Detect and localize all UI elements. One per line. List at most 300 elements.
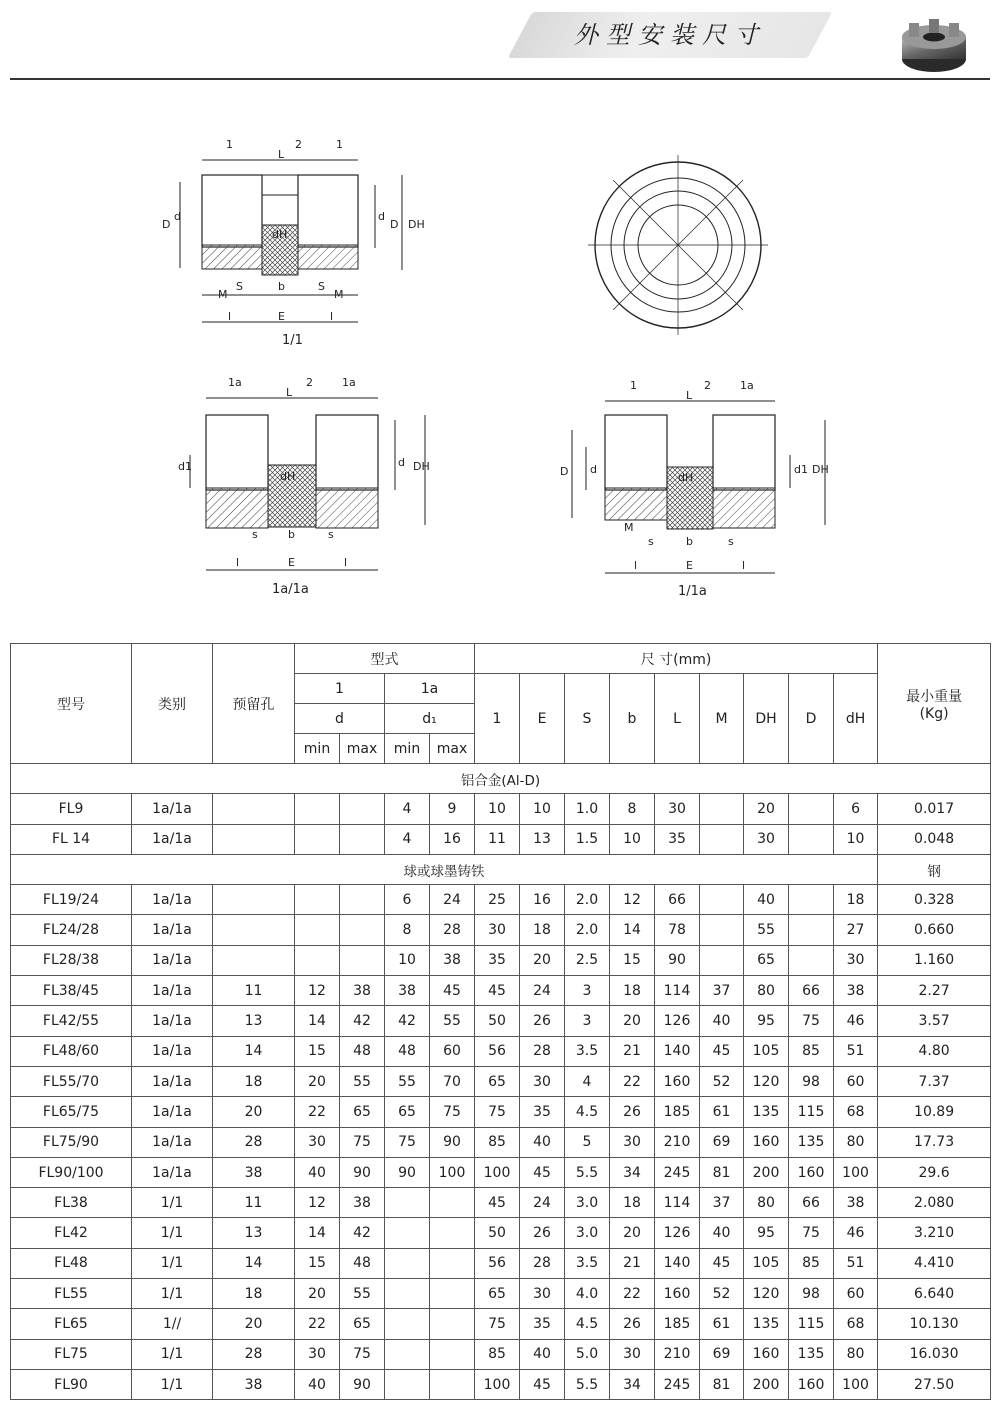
table-cell: 24 [520, 1188, 565, 1218]
table-cell: 1a/1a [132, 976, 213, 1006]
table-cell: FL65/75 [11, 1097, 132, 1127]
table-cell: 11 [213, 1188, 295, 1218]
table-cell: 21 [610, 1036, 655, 1066]
drawing-label: d1 [794, 463, 808, 476]
table-cell: 100 [475, 1157, 520, 1187]
col-header-max: max [430, 734, 475, 764]
table-cell: FL90 [11, 1369, 132, 1399]
table-cell: FL90/100 [11, 1157, 132, 1187]
table-cell: 37 [700, 976, 744, 1006]
table-cell: 2.5 [565, 945, 610, 975]
weight-header-line2: (Kg) [919, 705, 949, 722]
drawing-label: D [390, 218, 399, 231]
drawing-label: S [318, 280, 325, 293]
drawing-type-1-1a [550, 375, 840, 605]
drawing-label: d [398, 456, 405, 469]
table-cell: 50 [475, 1218, 520, 1248]
table-cell: 27.50 [878, 1369, 991, 1399]
table-cell: 11 [475, 824, 520, 854]
table-cell: 15 [295, 1036, 340, 1066]
table-cell: 10 [475, 794, 520, 824]
table-row [11, 915, 991, 945]
table-cell: 126 [655, 1218, 700, 1248]
drawing-label: 2 [704, 379, 711, 392]
table-cell: 60 [430, 1036, 475, 1066]
table-cell: 55 [340, 1279, 385, 1309]
table-cell [385, 1369, 430, 1399]
table-cell [385, 1188, 430, 1218]
table-cell: 51 [834, 1036, 878, 1066]
table-cell: 135 [789, 1339, 834, 1369]
col-header-dim-E: E [520, 674, 565, 764]
table-cell: 34 [610, 1369, 655, 1399]
table-cell: 69 [700, 1127, 744, 1157]
table-cell: 4 [565, 1066, 610, 1096]
drawing-label: 1 [630, 379, 637, 392]
table-cell [700, 945, 744, 975]
table-cell: 66 [789, 1188, 834, 1218]
table-row [11, 1097, 991, 1127]
table-cell: 0.017 [878, 794, 991, 824]
table-cell: 115 [789, 1097, 834, 1127]
drawing-caption: 1/1a [678, 584, 707, 599]
table-cell: 126 [655, 1006, 700, 1036]
table-cell: 185 [655, 1309, 700, 1339]
table-cell: 45 [520, 1157, 565, 1187]
drawing-label: b [278, 280, 285, 293]
col-header-d1: d₁ [385, 704, 475, 734]
table-cell: 81 [700, 1369, 744, 1399]
table-cell: 114 [655, 976, 700, 1006]
spec-table-body [11, 764, 991, 1400]
coupling-product-image [895, 15, 973, 75]
table-cell [340, 915, 385, 945]
drawing-label: M [218, 288, 228, 301]
table-cell: 30 [520, 1066, 565, 1096]
table-cell: 95 [744, 1006, 789, 1036]
table-cell: 50 [475, 1006, 520, 1036]
table-row [11, 1006, 991, 1036]
table-cell: 65 [340, 1097, 385, 1127]
table-cell: 0.048 [878, 824, 991, 854]
table-cell: 85 [789, 1248, 834, 1278]
table-cell [700, 824, 744, 854]
table-cell: 16.030 [878, 1339, 991, 1369]
table-cell [385, 1339, 430, 1369]
table-cell: 30 [834, 945, 878, 975]
table-cell: FL28/38 [11, 945, 132, 975]
table-cell: 75 [475, 1097, 520, 1127]
table-cell: 1.5 [565, 824, 610, 854]
table-cell: 1/1 [132, 1188, 213, 1218]
table-cell [430, 1339, 475, 1369]
section-label-steel: 钢 [878, 854, 991, 884]
table-cell [213, 945, 295, 975]
table-cell: 40 [520, 1339, 565, 1369]
table-cell: 245 [655, 1157, 700, 1187]
table-cell: 2.0 [565, 915, 610, 945]
table-cell: 22 [610, 1279, 655, 1309]
table-cell: 68 [834, 1309, 878, 1339]
table-cell: FL 14 [11, 824, 132, 854]
table-row [11, 976, 991, 1006]
table-cell [385, 1309, 430, 1339]
table-cell: 26 [520, 1218, 565, 1248]
table-cell: 55 [430, 1006, 475, 1036]
table-cell: 14 [610, 915, 655, 945]
col-header-d: d [295, 704, 385, 734]
table-cell [213, 915, 295, 945]
drawing-label: 1a [342, 376, 356, 389]
table-cell: 37 [700, 1188, 744, 1218]
table-cell: 75 [789, 1218, 834, 1248]
table-cell [430, 1218, 475, 1248]
drawing-label: S [236, 280, 243, 293]
table-cell: 35 [520, 1097, 565, 1127]
table-cell: 4.5 [565, 1097, 610, 1127]
table-cell: 30 [610, 1127, 655, 1157]
table-cell: 85 [789, 1036, 834, 1066]
table-cell: 10 [834, 824, 878, 854]
weight-header-line1: 最小重量 [906, 688, 963, 705]
table-cell: 5 [565, 1127, 610, 1157]
table-cell: 3.210 [878, 1218, 991, 1248]
table-cell: FL19/24 [11, 885, 132, 915]
table-row [11, 1369, 991, 1399]
table-row [11, 1339, 991, 1369]
table-cell: FL48/60 [11, 1036, 132, 1066]
table-cell: 38 [213, 1369, 295, 1399]
drawing-label: l [742, 559, 746, 572]
table-cell: 75 [430, 1097, 475, 1127]
table-cell: 4 [385, 824, 430, 854]
drawing-label: b [686, 535, 693, 548]
table-cell: 1a/1a [132, 824, 213, 854]
table-cell: 34 [610, 1157, 655, 1187]
col-header-form-1a: 1a [385, 674, 475, 704]
drawing-label: l [344, 556, 348, 569]
table-cell: 26 [610, 1309, 655, 1339]
table-cell: 61 [700, 1309, 744, 1339]
table-cell: 30 [520, 1279, 565, 1309]
table-cell: 140 [655, 1248, 700, 1278]
table-cell [295, 915, 340, 945]
table-cell: 210 [655, 1339, 700, 1369]
table-cell [295, 945, 340, 975]
table-cell: 1a/1a [132, 885, 213, 915]
table-cell: FL9 [11, 794, 132, 824]
table-cell: 90 [385, 1157, 430, 1187]
table-cell: 60 [834, 1066, 878, 1096]
table-cell: 35 [655, 824, 700, 854]
table-cell: 100 [834, 1369, 878, 1399]
table-cell: 70 [430, 1066, 475, 1096]
table-cell: 52 [700, 1279, 744, 1309]
table-cell: 22 [610, 1066, 655, 1096]
table-cell: 42 [385, 1006, 430, 1036]
table-cell: 55 [385, 1066, 430, 1096]
table-row [11, 1036, 991, 1066]
table-row [11, 1279, 991, 1309]
drawing-label: L [278, 148, 285, 161]
table-cell: 90 [340, 1157, 385, 1187]
section-row-iron [11, 854, 991, 884]
table-cell: 1/1 [132, 1369, 213, 1399]
table-cell [213, 824, 295, 854]
col-header-dim-L: L [655, 674, 700, 764]
table-cell: 8 [610, 794, 655, 824]
table-row [11, 885, 991, 915]
table-cell: 1a/1a [132, 1066, 213, 1096]
table-cell: 160 [655, 1279, 700, 1309]
table-row [11, 1066, 991, 1096]
table-cell: 12 [610, 885, 655, 915]
table-cell [789, 885, 834, 915]
table-cell: 40 [700, 1006, 744, 1036]
table-cell: 100 [430, 1157, 475, 1187]
table-cell: FL38/45 [11, 976, 132, 1006]
table-cell: 160 [744, 1339, 789, 1369]
section-row-aluminum [11, 764, 991, 794]
table-cell: 1.0 [565, 794, 610, 824]
table-cell: 200 [744, 1369, 789, 1399]
table-cell: 1// [132, 1309, 213, 1339]
table-cell: 28 [520, 1248, 565, 1278]
drawing-type-1a-1a [170, 370, 450, 600]
table-cell: 245 [655, 1369, 700, 1399]
table-cell: FL75 [11, 1339, 132, 1369]
table-row [11, 1157, 991, 1187]
table-cell: 20 [213, 1309, 295, 1339]
col-header-form: 型式 [295, 644, 475, 674]
table-cell: 10 [610, 824, 655, 854]
table-cell: 5.0 [565, 1339, 610, 1369]
table-cell: 114 [655, 1188, 700, 1218]
table-cell: 90 [430, 1127, 475, 1157]
table-cell [340, 885, 385, 915]
table-cell: 4 [385, 794, 430, 824]
table-cell: 4.5 [565, 1309, 610, 1339]
table-cell: 75 [475, 1309, 520, 1339]
table-cell: 45 [700, 1248, 744, 1278]
table-cell: 65 [475, 1066, 520, 1096]
table-cell: 10.130 [878, 1309, 991, 1339]
table-cell: 45 [430, 976, 475, 1006]
table-cell [213, 794, 295, 824]
table-cell: 14 [213, 1248, 295, 1278]
table-cell: 13 [213, 1218, 295, 1248]
table-cell: 3.57 [878, 1006, 991, 1036]
table-cell: 1/1 [132, 1339, 213, 1369]
table-cell: 13 [213, 1006, 295, 1036]
table-cell: FL55/70 [11, 1066, 132, 1096]
drawing-label: DH [413, 460, 430, 473]
table-cell: 42 [340, 1006, 385, 1036]
table-cell: 30 [610, 1339, 655, 1369]
drawing-label: l [634, 559, 638, 572]
table-cell: 6.640 [878, 1279, 991, 1309]
table-cell: 40 [295, 1369, 340, 1399]
table-cell: 65 [385, 1097, 430, 1127]
table-cell: 12 [295, 1188, 340, 1218]
table-cell: FL75/90 [11, 1127, 132, 1157]
drawing-label: DH [812, 463, 829, 476]
table-cell: 40 [520, 1127, 565, 1157]
table-cell: 80 [834, 1339, 878, 1369]
table-cell: 160 [789, 1369, 834, 1399]
table-cell [430, 1188, 475, 1218]
table-cell: 100 [475, 1369, 520, 1399]
table-cell: 4.410 [878, 1248, 991, 1278]
table-row [11, 1309, 991, 1339]
col-header-dimensions: 尺 寸(mm) [475, 644, 878, 674]
table-cell: 4.80 [878, 1036, 991, 1066]
table-cell [700, 885, 744, 915]
table-cell: 20 [744, 794, 789, 824]
table-cell: 26 [610, 1097, 655, 1127]
table-cell [430, 1369, 475, 1399]
table-cell [430, 1309, 475, 1339]
table-cell: 1a/1a [132, 1006, 213, 1036]
table-cell: 22 [295, 1309, 340, 1339]
table-cell: 1a/1a [132, 794, 213, 824]
table-cell [385, 1218, 430, 1248]
table-cell: 55 [340, 1066, 385, 1096]
table-cell: 45 [475, 1188, 520, 1218]
table-cell [295, 824, 340, 854]
table-cell: 60 [834, 1279, 878, 1309]
table-cell: 16 [430, 824, 475, 854]
drawing-label: D [560, 465, 569, 478]
table-cell: 95 [744, 1218, 789, 1248]
table-cell: 5.5 [565, 1157, 610, 1187]
table-cell [385, 1248, 430, 1278]
table-cell: 11 [213, 976, 295, 1006]
table-cell: 40 [744, 885, 789, 915]
table-cell: 75 [340, 1339, 385, 1369]
drawing-label: d [378, 210, 385, 223]
table-cell [700, 794, 744, 824]
table-cell: 6 [834, 794, 878, 824]
col-header-dim-1: 1 [475, 674, 520, 764]
table-cell: 160 [655, 1066, 700, 1096]
table-cell [789, 945, 834, 975]
table-cell: 28 [213, 1339, 295, 1369]
table-cell: 1a/1a [132, 1157, 213, 1187]
table-cell: 14 [295, 1006, 340, 1036]
table-cell: 135 [744, 1097, 789, 1127]
drawing-label: s [648, 535, 654, 548]
table-cell: 42 [340, 1218, 385, 1248]
table-cell: 30 [475, 915, 520, 945]
table-cell: 16 [520, 885, 565, 915]
col-header-dim-b: b [610, 674, 655, 764]
col-header-min: min [385, 734, 430, 764]
table-cell: 48 [385, 1036, 430, 1066]
table-cell: 45 [700, 1036, 744, 1066]
drawing-label: 1a [740, 379, 754, 392]
drawing-label: dH [280, 470, 296, 483]
table-cell: 21 [610, 1248, 655, 1278]
table-cell: 66 [655, 885, 700, 915]
drawing-label: L [686, 389, 693, 402]
table-cell: 20 [520, 945, 565, 975]
table-cell: 38 [213, 1157, 295, 1187]
drawing-label: 1 [226, 138, 233, 151]
table-cell: 1a/1a [132, 945, 213, 975]
table-cell: 3.0 [565, 1188, 610, 1218]
drawing-label: M [624, 521, 634, 534]
table-row [11, 794, 991, 824]
header-banner [520, 12, 820, 58]
table-cell: 12 [295, 976, 340, 1006]
drawing-label: 2 [306, 376, 313, 389]
drawing-label: DH [408, 218, 425, 231]
table-cell: 90 [340, 1369, 385, 1399]
drawing-label: d1 [178, 460, 192, 473]
table-cell: 80 [834, 1127, 878, 1157]
table-cell: FL48 [11, 1248, 132, 1278]
table-cell: 20 [610, 1006, 655, 1036]
table-cell: 65 [744, 945, 789, 975]
table-cell: 8 [385, 915, 430, 945]
table-cell [340, 794, 385, 824]
drawing-label: E [278, 310, 285, 323]
table-cell: 65 [340, 1309, 385, 1339]
drawing-end-view [578, 150, 778, 350]
table-cell: 9 [430, 794, 475, 824]
table-cell: 2.27 [878, 976, 991, 1006]
table-cell: 98 [789, 1279, 834, 1309]
table-cell: 0.328 [878, 885, 991, 915]
table-cell: 30 [295, 1339, 340, 1369]
table-cell: 18 [834, 885, 878, 915]
table-cell: 80 [744, 1188, 789, 1218]
drawing-type-1-1 [140, 130, 440, 355]
drawing-label: l [330, 310, 334, 323]
table-row [11, 1248, 991, 1278]
table-cell [789, 824, 834, 854]
table-cell: 28 [213, 1127, 295, 1157]
drawing-label: s [728, 535, 734, 548]
col-header-dim-dH: dH [834, 674, 878, 764]
table-row [11, 1218, 991, 1248]
table-cell: 56 [475, 1036, 520, 1066]
table-cell [295, 885, 340, 915]
table-cell: 75 [789, 1006, 834, 1036]
table-cell: 69 [700, 1339, 744, 1369]
table-cell: 4.0 [565, 1279, 610, 1309]
table-cell: 140 [655, 1036, 700, 1066]
drawing-label: dH [678, 471, 694, 484]
table-cell: 1a/1a [132, 1036, 213, 1066]
table-cell: 75 [340, 1127, 385, 1157]
drawing-label: 1 [336, 138, 343, 151]
table-cell: 1/1 [132, 1218, 213, 1248]
table-cell [385, 1279, 430, 1309]
table-cell: 0.660 [878, 915, 991, 945]
table-cell: 45 [520, 1369, 565, 1399]
drawing-label: dH [272, 228, 288, 241]
table-cell: 45 [475, 976, 520, 1006]
table-cell: 46 [834, 1006, 878, 1036]
table-cell: 135 [744, 1309, 789, 1339]
table-cell: 26 [520, 1006, 565, 1036]
table-cell: 38 [340, 976, 385, 1006]
table-cell: 29.6 [878, 1157, 991, 1187]
table-cell: FL38 [11, 1188, 132, 1218]
drawing-label: s [252, 528, 258, 541]
